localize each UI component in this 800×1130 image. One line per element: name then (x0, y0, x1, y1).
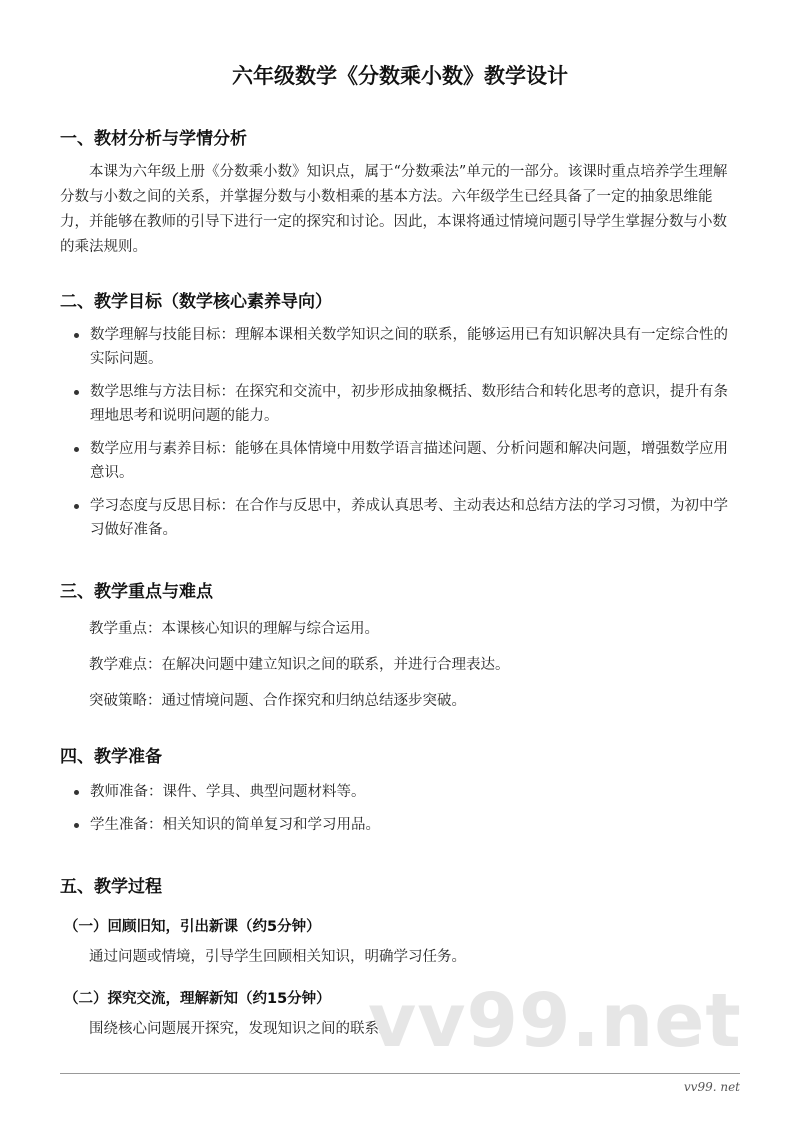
list-item: 数学思维与方法目标：在探究和交流中，初步形成抽象概括、数形结合和转化思考的意识，提升有条理地思考和说明问题的能力。 (70, 380, 740, 428)
section-4-heading: 四、教学准备 (60, 747, 162, 767)
section-3-heading: 三、教学重点与难点 (60, 582, 213, 602)
list-item: 数学理解与技能目标：理解本课相关数学知识之间的联系，能够运用已有知识解决具有一定综合性的实际问题。 (70, 323, 740, 371)
difficulty-line: 教学难点：在解决问题中建立知识之间的联系，并进行合理表达。 (89, 657, 510, 673)
section-1-heading: 一、教材分析与学情分析 (60, 129, 247, 149)
subsection-1-text: 通过问题或情境，引导学生回顾相关知识，明确学习任务。 (89, 949, 466, 965)
footer-divider (60, 1073, 740, 1074)
key-point-line: 教学重点：本课核心知识的理解与综合运用。 (89, 621, 379, 637)
footer-site: vv99. net (683, 1080, 740, 1094)
subsection-2-text: 围绕核心问题展开探究，发现知识之间的联系。 (89, 1021, 394, 1037)
list-item: 数学应用与素养目标：能够在具体情境中用数学语言描述问题、分析问题和解决问题，增强数学应用意识。 (70, 437, 740, 485)
watermark: vv99.net (368, 978, 742, 1064)
section-5-heading: 五、教学过程 (60, 877, 162, 897)
strategy-line: 突破策略：通过情境问题、合作探究和归纳总结逐步突破。 (89, 693, 466, 709)
subsection-2-heading: （二）探究交流，理解新知（约15分钟） (64, 991, 331, 1007)
preparation-list (70, 780, 740, 846)
section-1-paragraph: 本课为六年级上册《分数乘小数》知识点，属于“分数乘法”单元的一部分。该课时重点培养学生理解分数与小数之间的关系，并掌握分数与小数相乘的基本方法。六年级学生已经具备了一定的抽象思维能力，并能够在教师的引导下进行一定的探究和讨论。因此，本课将通过情境问题引导学生掌握分数与小数的乘法规则。 (60, 164, 728, 255)
list-item: 学生准备：相关知识的简单复习和学习用品。 (70, 813, 740, 837)
document-title: 六年级数学《分数乘小数》教学设计 (232, 64, 568, 88)
objectives-list (70, 323, 740, 551)
list-item: 学习态度与反思目标：在合作与反思中，养成认真思考、主动表达和总结方法的学习习惯，为初中学习做好准备。 (70, 494, 740, 542)
subsection-1-heading: （一）回顾旧知，引出新课（约5分钟） (64, 919, 321, 935)
list-item: 教师准备：课件、学具、典型问题材料等。 (70, 780, 740, 804)
section-2-heading: 二、教学目标（数学核心素养导向） (60, 292, 332, 312)
